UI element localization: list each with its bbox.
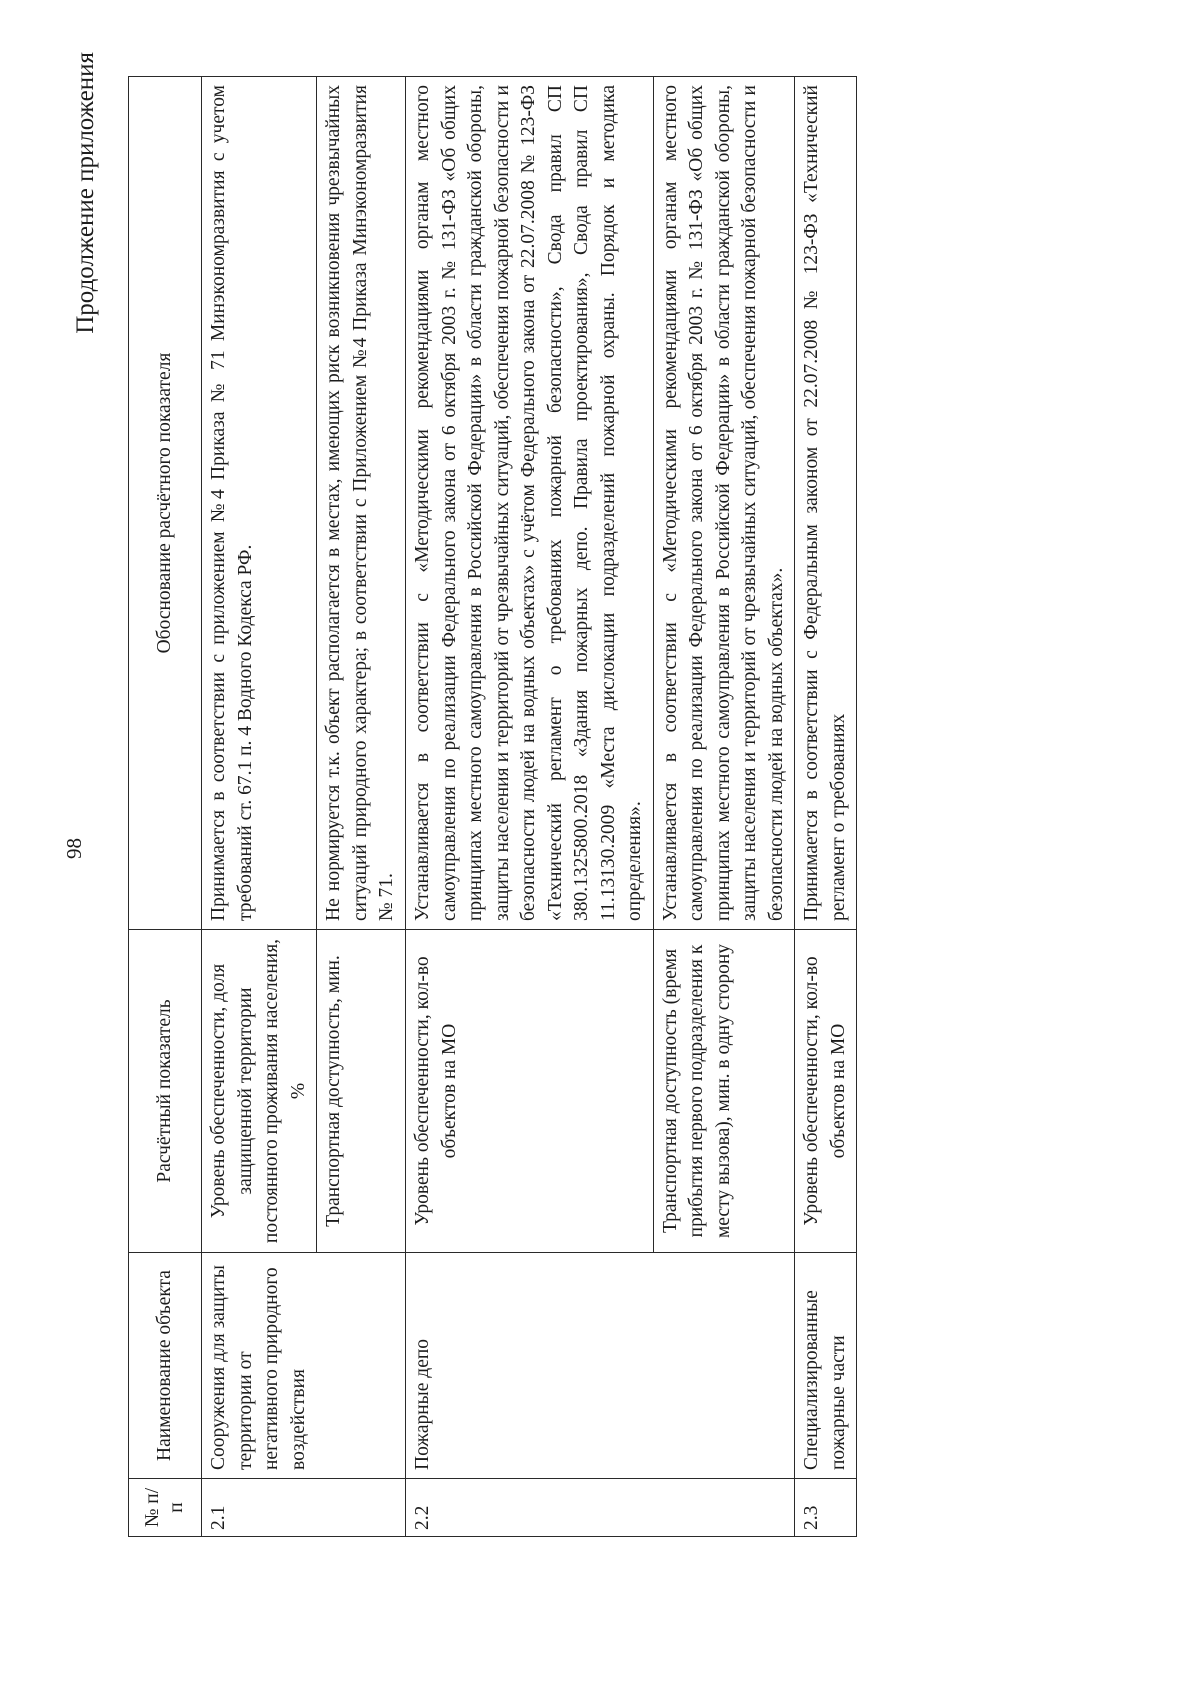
table-row [202, 77, 317, 1537]
header-num: № п/п [129, 1479, 202, 1537]
indicator-cell: Уровень обеспеченности, кол-во объектов на МО [795, 930, 857, 1253]
header-justification: Обоснование расчётного показателя [129, 77, 202, 930]
header-object-name: Наименование объекта [129, 1253, 202, 1479]
justification-cell: Устанавливается в соответствии с «Методическими рекомендациями органам местного самоуправления по реализации Федерального закона от 6 октября 2003 г. № 131-ФЗ «Об общих принципах местного самоуправления в Российской Федерации» в области гражданской обороны, защиты населения и территорий от чрезвычайных ситуаций, обеспечения пожарной безопасности и безопасности людей на водных объектах» с учётом Федерального закона от 22.07.2008 № 123-ФЗ «Технический регламент о требованиях пожарной безопасности», Свода правил СП 380.1325800.2018 «Здания пожарных депо. Правила проектирования», Свода правил СП 11.13130.2009 «Места дислокации подразделений пожарной охраны. Порядок и методика определения». [406, 77, 654, 930]
indicator-cell: Уровень обеспеченности, кол-во объектов на МО [406, 930, 654, 1253]
object-name: Сооружения для защиты территории от негативного природного воздействия [202, 1253, 406, 1479]
header-indicator: Расчётный показатель [129, 930, 202, 1253]
table-header-row [129, 77, 202, 1537]
row-number: 2.1 [202, 1479, 406, 1537]
indicator-cell: Уровень обеспеченности, доля защищенной территории постоянного проживания населения, % [202, 930, 317, 1253]
appendix-continuation-caption: Продолжение приложения [72, 52, 99, 334]
indicator-cell: Транспортная доступность (время прибытия первого подразделения к месту вызова), мин. в одну сторону [653, 930, 795, 1253]
row-number: 2.2 [406, 1479, 795, 1537]
table-row [406, 77, 654, 1537]
table-row [795, 77, 857, 1537]
justification-cell: Принимается в соответствии с приложением №4 Приказа № 71 Минэкономразвития с учетом требований ст. 67.1 п. 4 Водного Кодекса РФ. [202, 77, 317, 930]
row-number: 2.3 [795, 1479, 857, 1537]
indicator-cell: Транспортная доступность, мин. [317, 930, 406, 1253]
object-name: Специализированные пожарные части [795, 1253, 857, 1479]
page-number: 98 [62, 838, 86, 859]
object-name: Пожарные депо [406, 1253, 795, 1479]
justification-cell: Не нормируется т.к. объект располагается в местах, имеющих риск возникновения чрезвычайных ситуаций природного характера; в соответствии с Приложением №4 Приказа Минэкономразвития № 71. [317, 77, 406, 930]
justification-cell: Принимается в соответствии с Федеральным законом от 22.07.2008 № 123-ФЗ «Технический регламент о требованиях [795, 77, 857, 930]
justification-cell: Устанавливается в соответствии с «Методическими рекомендациями органам местного самоуправления по реализации Федерального закона от 6 октября 2003 г. № 131-ФЗ «Об общих принципах местного самоуправления в Российской Федерации» в области гражданской обороны, защиты населения и территорий от чрезвычайных ситуаций, обеспечения пожарной безопасности и безопасности людей на водных объектах». [653, 77, 795, 930]
indicators-table [128, 76, 857, 1537]
